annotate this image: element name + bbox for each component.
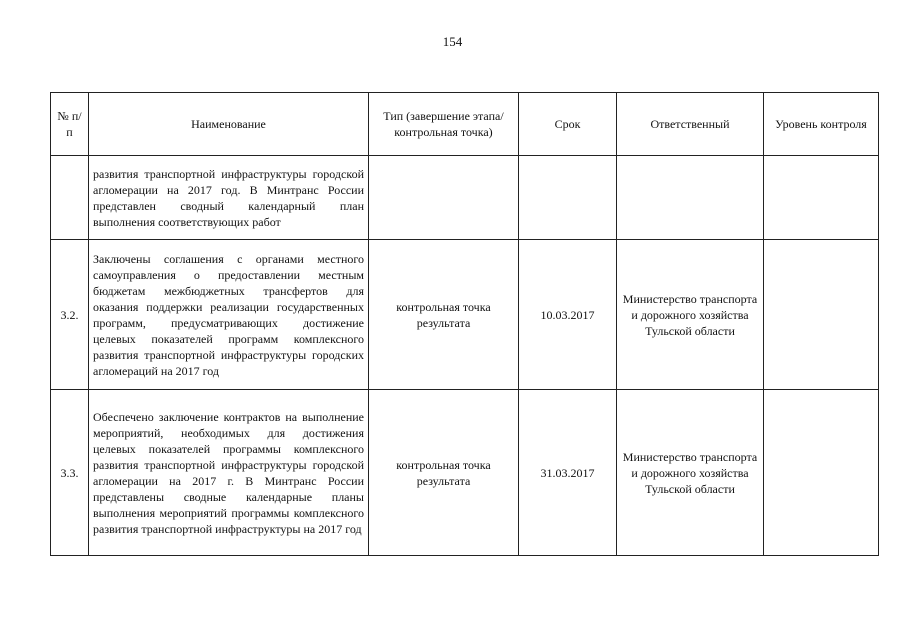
table-row [51, 390, 879, 556]
row-deadline: 10.03.2017 [519, 240, 617, 390]
row-control-level [764, 390, 879, 556]
row-type: контрольная точка результата [369, 240, 519, 390]
header-responsible: Ответственный [617, 93, 764, 156]
row-responsible: Министерство транспорта и дорожного хозяйства Тульской области [617, 390, 764, 556]
row-type [369, 156, 519, 240]
header-control-level: Уровень контроля [764, 93, 879, 156]
table-header-row [51, 93, 879, 156]
table-row [51, 240, 879, 390]
row-name: Обеспечено заключение контрактов на выполнение мероприятий, необходимых для достижения целевых показателей программы комплексного развития транспортной инфраструктуры городской агломерации на 2017 г. В Минтранс России представлены сводные календарные планы выполнения мероприятий программы комплексного развития транспортной инфраструктуры на 2017 год [89, 390, 369, 556]
header-num: № п/п [51, 93, 89, 156]
row-responsible: Министерство транспорта и дорожного хозяйства Тульской области [617, 240, 764, 390]
row-name: Заключены соглашения с органами местного самоуправления о предоставлении местным бюджетам межбюджетных трансфертов для оказания поддержки реализации государственных программ, предусматривающих достижение целевых показателей программ комплексного развития транспортной инфраструктуры городских агломераций на 2017 год [89, 240, 369, 390]
row-type: контрольная точка результата [369, 390, 519, 556]
row-deadline [519, 156, 617, 240]
plan-table [50, 92, 879, 556]
row-num [51, 156, 89, 240]
row-control-level [764, 156, 879, 240]
header-type: Тип (завершение этапа/контрольная точка) [369, 93, 519, 156]
row-name: развития транспортной инфраструктуры городской агломерации на 2017 год. В Минтранс России представлен сводный календарный план выполнения соответствующих работ [89, 156, 369, 240]
header-name: Наименование [89, 93, 369, 156]
row-control-level [764, 240, 879, 390]
row-responsible [617, 156, 764, 240]
row-num: 3.3. [51, 390, 89, 556]
table-row [51, 156, 879, 240]
row-deadline: 31.03.2017 [519, 390, 617, 556]
header-deadline: Срок [519, 93, 617, 156]
row-num: 3.2. [51, 240, 89, 390]
page-number: 154 [442, 34, 463, 49]
